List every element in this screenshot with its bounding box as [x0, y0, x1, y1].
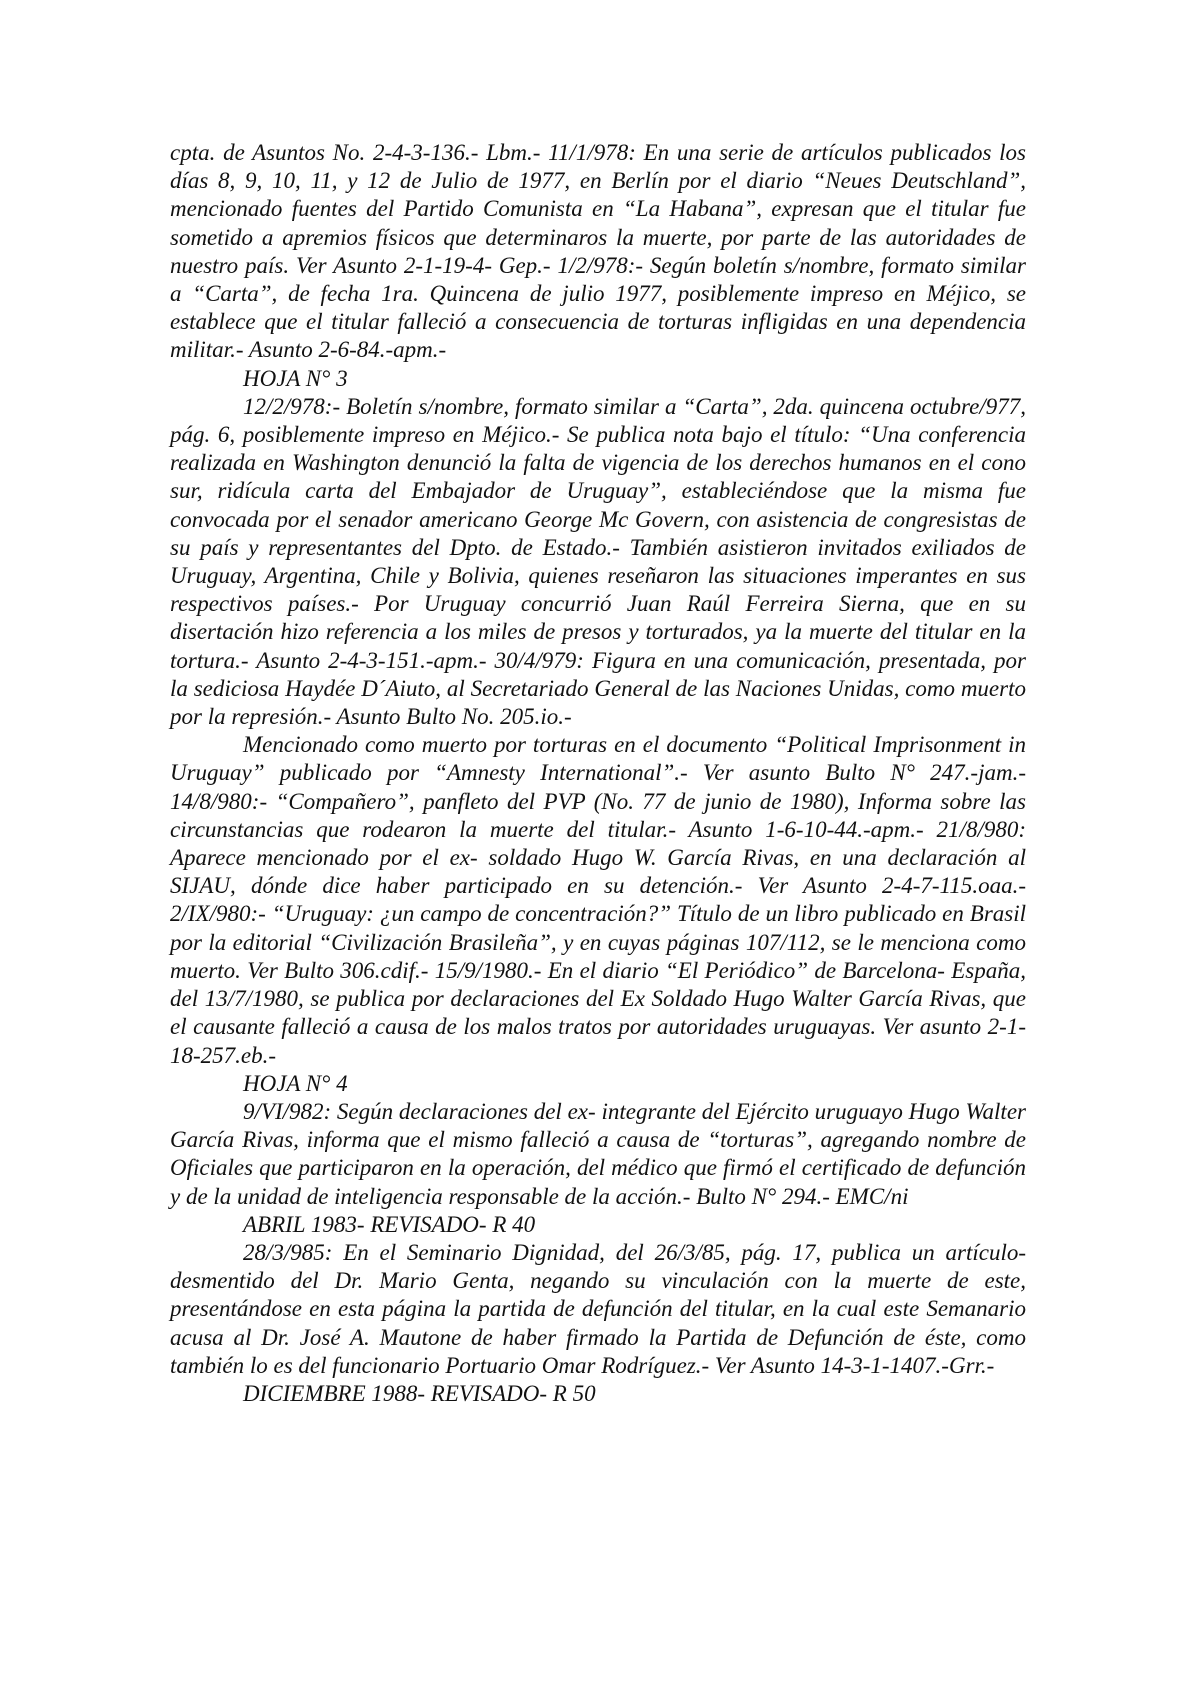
sheet-heading-4: HOJA N° 4: [243, 1070, 348, 1096]
paragraph-4: 9/VI/982: Según declaraciones del ex- integrante del Ejército uruguayo Hugo Walter García Rivas, informa que el mismo falleció a causa de “torturas”, agregando nombre de Oficiales que participaron en la operación, del médico que firmó el certificado de defunción y de la unidad de inteligencia responsable de la acción.- Bulto N° 294.- EMC/ni: [170, 1098, 1026, 1209]
paragraph-2: 12/2/978:- Boletín s/nombre, formato similar a “Carta”, 2da. quincena octubre/977, pág. 6, posiblemente impreso en Méjico.- Se publica nota bajo el título: “Una conferencia realizada en Washington denunció la falta de vigencia de los derechos humanos en el cono sur, ridícula carta del Embajador de Uruguay”, estableciéndose que la misma fue convocada por el senador americano George Mc Govern, con asistencia de congresistas de su país y representantes del Dpto. de Estado.- También asistieron invitados exiliados de Uruguay, Argentina, Chile y Bolivia, quienes reseñaron las situaciones imperantes en sus respectivos países.- Por Uruguay concurrió Juan Raúl Ferreira Sierna, que en su disertación hizo referencia a los miles de presos y torturados, ya la muerte del titular en la tortura.- Asunto 2-4-3-151.-apm.- 30/4/979: Figura en una comunicación, presentada, por la sediciosa Haydée D´Aiuto, al Secretariado General de las Naciones Unidas, como muerto por la represión.- Asunto Bulto No. 205.io.-: [170, 393, 1026, 730]
review-note-1983: ABRIL 1983- REVISADO- R 40: [243, 1211, 536, 1237]
paragraph-3: Mencionado como muerto por torturas en el documento “Political Imprisonment in Uruguay” publicado por “Amnesty International”.- Ver asunto Bulto N° 247.-jam.- 14/8/980:- “Compañero”, panfleto del PVP (No. 77 de junio de 1980), Informa sobre las circunstancias que rodearon la muerte del titular.- Asunto 1-6-10-44.-apm.- 21/8/980: Aparece mencionado por el ex- soldado Hugo W. García Rivas, en una declaración al SIJAU, dónde dice haber participado en su detención.- Ver Asunto 2-4-7-115.oaa.- 2/IX/980:- “Uruguay: ¿un campo de concentración?” Título de un libro publicado en Brasil por la editorial “Civilización Brasileña”, y en cuyas páginas 107/112, se le menciona como muerto. Ver Bulto 306.cdif.- 15/9/1980.- En el diario “El Periódico” de Barcelona- España, del 13/7/1980, se publica por declaraciones del Ex Soldado Hugo Walter García Rivas, que el causante falleció a causa de los malos tratos por autoridades uruguayas. Ver asunto 2-1-18-257.eb.-: [170, 732, 1026, 1068]
document-page: [170, 139, 1026, 1408]
sheet-heading-3: HOJA N° 3: [243, 365, 348, 391]
paragraph-5: 28/3/985: En el Seminario Dignidad, del 26/3/85, pág. 17, publica un artículo-desmentido del Dr. Mario Genta, negando su vinculación con la muerte de este, presentándose en esta página la partida de defunción del titular, en la cual este Semanario acusa al Dr. José A. Mautone de haber firmado la Partida de Defunción de éste, como también lo es del funcionario Portuario Omar Rodríguez.- Ver Asunto 14-3-1-1407.-Grr.-: [170, 1239, 1026, 1378]
paragraph-1: cpta. de Asuntos No. 2-4-3-136.- Lbm.- 11/1/978: En una serie de artículos publicados los días 8, 9, 10, 11, y 12 de Julio de 1977, en Berlín por el diario “Neues Deutschland”, mencionado fuentes del Partido Comunista en “La Habana”, expresan que el titular fue sometido a apremios físicos que determinaros la muerte, por parte de las autoridades de nuestro país. Ver Asunto 2-1-19-4- Gep.- 1/2/978:- Según boletín s/nombre, formato similar a “Carta”, de fecha 1ra. Quincena de julio 1977, posiblemente impreso en Méjico, se establece que el titular falleció a consecuencia de torturas infligidas en una dependencia militar.- Asunto 2-6-84.-apm.-: [170, 140, 1026, 363]
review-note-1988: DICIEMBRE 1988- REVISADO- R 50: [243, 1380, 596, 1406]
